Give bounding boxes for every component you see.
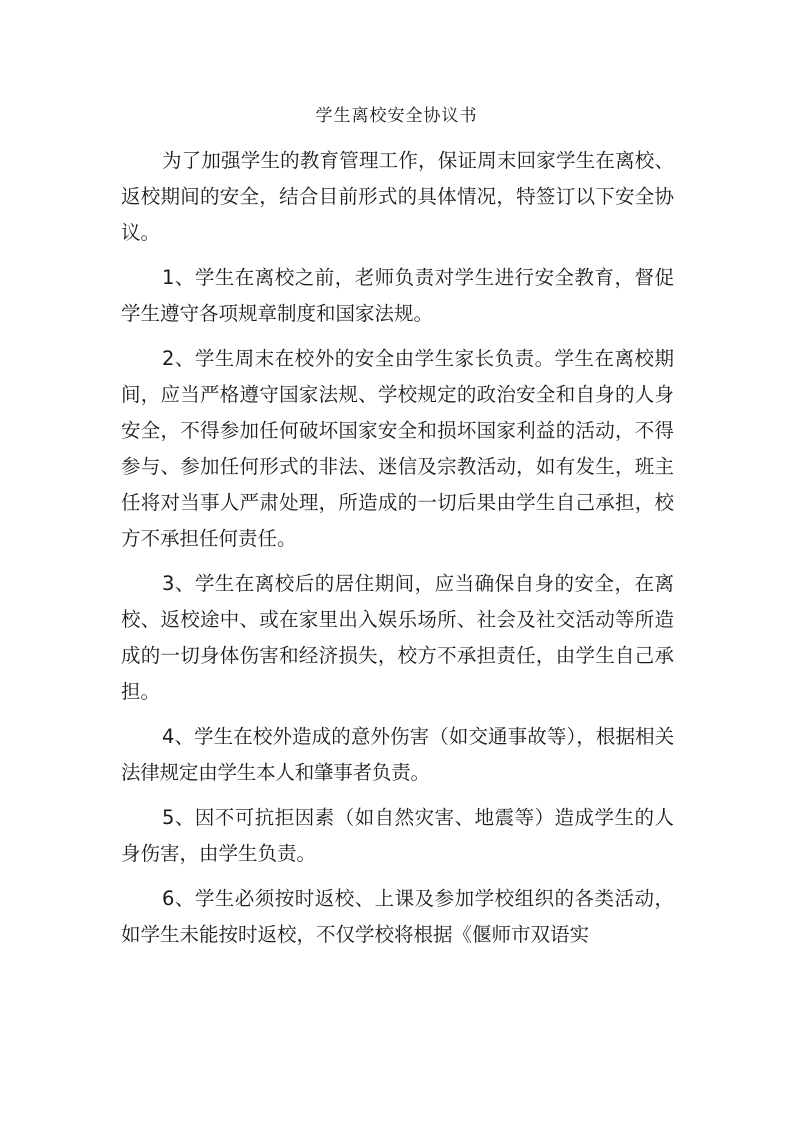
document-title: 学生离校安全协议书	[315, 106, 478, 126]
clause-5: 5、因不可抗拒因素（如自然灾害、地震等）造成学生的人身伤害，由学生负责。	[121, 806, 674, 865]
clause-1: 1、学生在离校之前，老师负责对学生进行安全教育，督促学生遵守各项规章制度和国家法规。	[121, 266, 674, 325]
clause-3: 3、学生在离校后的居住期间，应当确保自身的安全，在离校、返校途中、或在家里出入娱乐场所、社会及社交活动等所造成的一切身体伤害和经济损失，校方不承担责任，由学生自己承担。	[121, 572, 674, 703]
document-body	[121, 143, 674, 962]
clause-6: 6、学生必须按时返校、上课及参加学校组织的各类活动，如学生未能按时返校，不仅学校将根据《偃师市双语实	[121, 887, 674, 946]
intro-paragraph: 为了加强学生的教育管理工作，保证周末回家学生在离校、返校期间的安全，结合目前形式的具体情况，特签订以下安全协议。	[121, 149, 674, 244]
clause-4: 4、学生在校外造成的意外伤害（如交通事故等），根据相关法律规定由学生本人和肇事者负责。	[121, 725, 674, 784]
clause-2: 2、学生周末在校外的安全由学生家长负责。学生在离校期间，应当严格遵守国家法规、学校规定的政治安全和自身的人身安全，不得参加任何破坏国家安全和损坏国家利益的活动，不得参与、参加任何形式的非法、迷信及宗教活动，如有发生，班主任将对当事人严肃处理，所造成的一切后果由学生自己承担，校方不承担任何责任。	[121, 347, 674, 550]
